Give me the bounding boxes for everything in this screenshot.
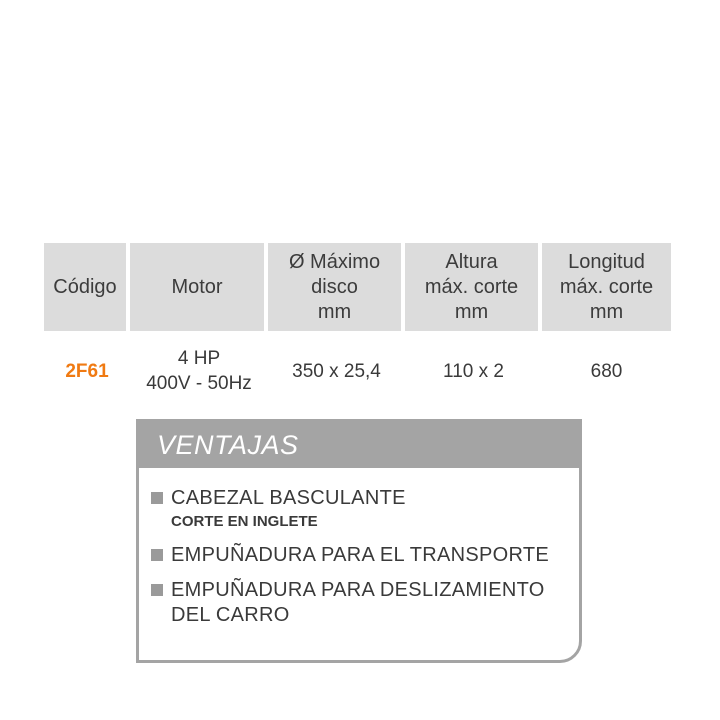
advantage-text: EMPUÑADURA PARA EL TRANSPORTE <box>171 544 550 566</box>
list-item <box>151 578 579 628</box>
advantage-text: CABEZAL BASCULANTE <box>171 487 406 509</box>
advantage-text: EMPUÑADURA PARA DESLIZAMIENTO <box>171 579 545 601</box>
advantages-header <box>139 422 579 468</box>
disc-value: 350 x 25,4 <box>292 360 381 382</box>
header-height-line2: máx. corte <box>424 275 519 298</box>
header-code-label: Código <box>53 275 117 298</box>
header-length-line3: mm <box>589 300 624 323</box>
header-disc-line3: mm <box>317 300 352 323</box>
square-bullet-icon <box>151 492 163 504</box>
table-row <box>44 331 671 413</box>
header-length-line2: máx. corte <box>559 275 654 298</box>
cell-disc <box>268 331 405 413</box>
list-item <box>151 486 579 533</box>
header-disc <box>268 243 405 331</box>
header-motor <box>130 243 268 331</box>
advantages-list <box>139 468 579 628</box>
header-height-line3: mm <box>454 300 489 323</box>
advantages-title: VENTAJAS <box>157 429 299 460</box>
list-item <box>151 543 579 568</box>
header-code <box>44 243 130 331</box>
advantages-box <box>136 419 582 663</box>
height-value: 110 x 2 <box>443 360 504 382</box>
cell-length <box>542 331 671 413</box>
advantage-text-continued: DEL CARRO <box>171 604 290 626</box>
header-disc-line2: disco <box>311 275 358 298</box>
length-value: 680 <box>590 360 623 382</box>
motor-power: 4 HP <box>177 348 221 369</box>
advantage-subtext: CORTE EN INGLETE <box>171 513 318 530</box>
header-length <box>542 243 671 331</box>
header-height-line1: Altura <box>445 250 498 273</box>
product-code: 2F61 <box>65 360 109 382</box>
motor-voltage: 400V - 50Hz <box>146 373 252 394</box>
cell-code <box>44 331 130 413</box>
header-length-line1: Longitud <box>568 250 645 273</box>
header-height <box>405 243 542 331</box>
square-bullet-icon <box>151 584 163 596</box>
header-motor-label: Motor <box>171 275 223 298</box>
header-disc-line1: Ø Máximo <box>288 250 381 273</box>
cell-motor <box>130 331 268 413</box>
square-bullet-icon <box>151 549 163 561</box>
cell-height <box>405 331 542 413</box>
table-header-row <box>44 243 671 331</box>
spec-table <box>44 243 671 413</box>
